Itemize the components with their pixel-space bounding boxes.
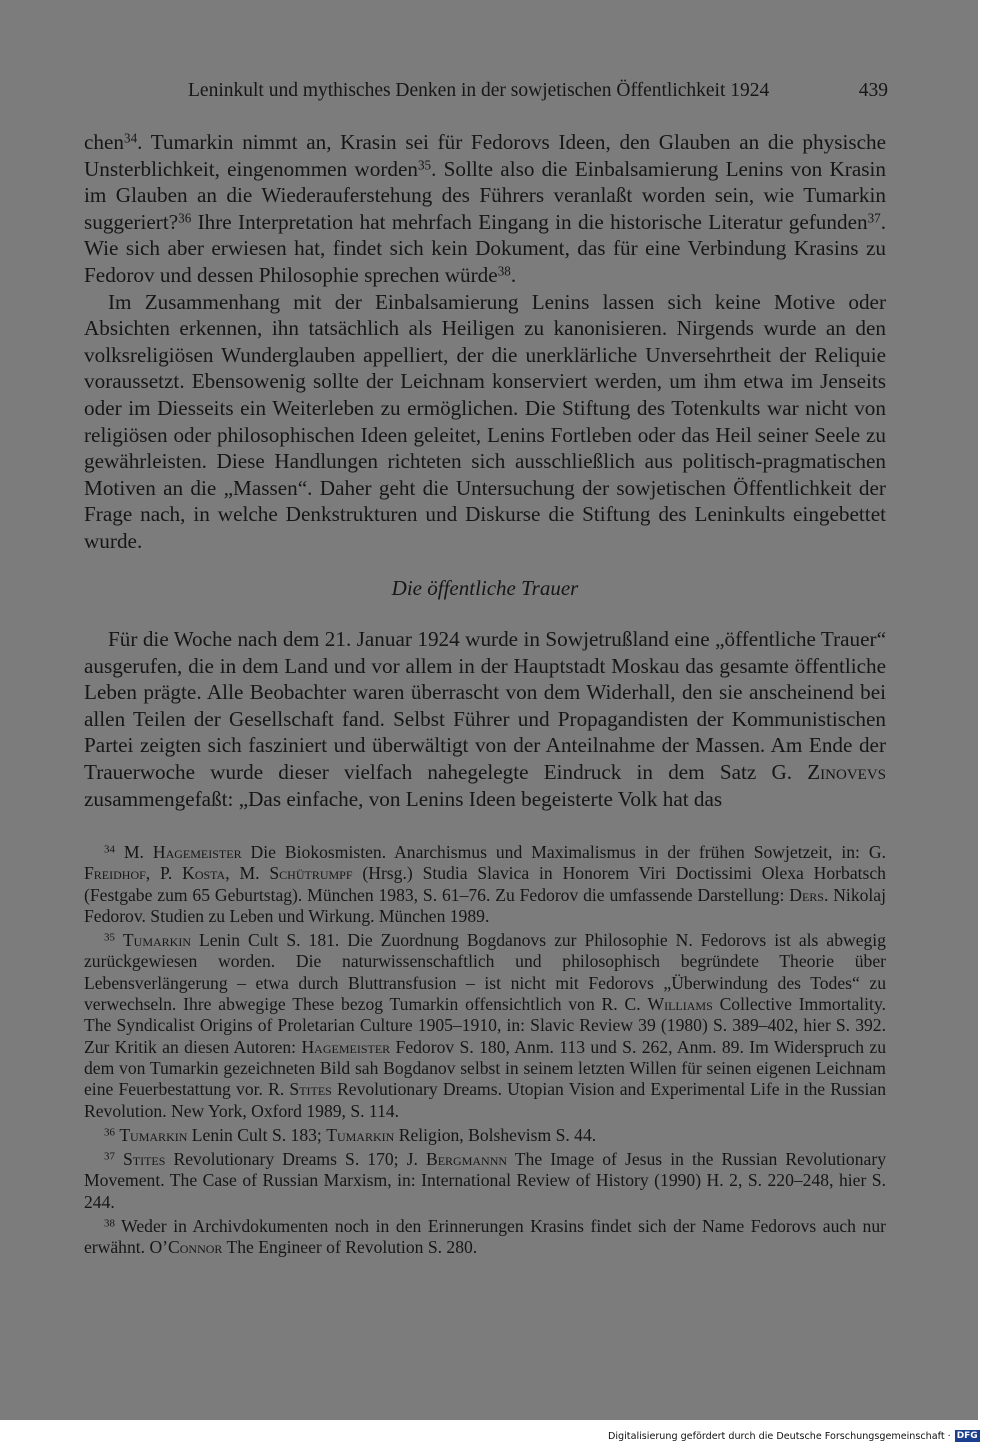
author-name: Bergmannn	[425, 1149, 508, 1170]
paragraph-trauer: Für die Woche nach dem 21. Januar 1924 wurde in Sowjetrußland eine „öffentliche Trauer“ ausgerufen, die in dem Land und vor allem in der Hauptstadt Moskau das gesamte öffentliche Leben prägte. Alle Beobachter waren überrascht von dem Widerhall, den sie anscheinend bei allen Teilen der Gesellschaft fand. Selbst Führer und Propagandisten der Kommunistischen Partei zeigten sich fasziniert und überwältigt von der Anteilnahme der Massen. Am Ende der Trauerwoche wurde dieser vielfach nahegelegte Eindruck in dem Satz G. Zinovevs zusammengefaßt: „Das einfache, von Lenins Ideen begeisterte Volk hat das	[84, 627, 886, 811]
footnote-ref-35: 35	[417, 157, 432, 173]
footnote-35	[84, 930, 886, 1122]
footnotes	[84, 842, 886, 1262]
running-title: Leninkult und mythisches Denken in der sowjetischen Öffentlichkeit 1924	[188, 80, 770, 101]
author-name: Connor	[168, 1237, 223, 1258]
author-name: Hagemeister	[301, 1036, 391, 1057]
author-name: Zinovevs	[807, 759, 886, 784]
footnote-number: 35	[104, 931, 115, 944]
author-name: Tumarkin	[326, 1124, 395, 1145]
footnote-ref-34: 34	[124, 130, 138, 146]
footnote-37	[84, 1149, 886, 1213]
footnote-number: 38	[104, 1217, 115, 1230]
footnote-text: , M.	[225, 863, 270, 884]
footnote-text: Religion, Bolshevism S. 44.	[394, 1124, 597, 1145]
author-name: Tumarkin	[122, 930, 191, 951]
footnote-text: Lenin Cult S. 181. Die Zuordnung Bogdanovs zur Philosophie N. Fedorovs ist als abwegig zurückgewiesen worden. Die naturwissenschaftlich und philosophisch begründete Theorie über Lebensverlängerung – etwa durch Bluttransfusion – ist nicht mit Fedorovs „Überwindung des Todes“ zu verwechseln. Ihre abwegige These bezog Tumarkin offensichtlich von R. C.	[84, 930, 886, 1015]
author-name: Schütrumpf	[269, 863, 353, 884]
footnote-38	[84, 1216, 886, 1259]
section-heading: Die öffentliche Trauer	[391, 576, 579, 600]
footnote-text: (Hrsg.) Studia Slavica in Honorem Viri Doctissimi Olexa Horbatsch (Festgabe zum 65 Geburtstag). München 1983, S. 61–76. Zu Fedorov die umfassende Darstellung:	[84, 863, 886, 905]
body-text-top	[84, 129, 886, 555]
author-name: Stites	[289, 1079, 332, 1100]
author-name: Hagemeister	[152, 842, 242, 862]
author-name: Tumarkin	[119, 1124, 188, 1145]
footnote-text: Revolutionary Dreams S. 170; J.	[165, 1149, 426, 1170]
dfg-logo: DFG	[956, 1431, 978, 1441]
paragraph-continuation: chen$^{34}$. Tumarkin nimmt an, Krasin sei für Fedorovs Ideen, den Glauben an die physische Unsterblichkeit, eingenommen worden$^{35}$. Sollte also die Einbalsamierung Lenins von Krasin im Glauben an die Wiederauferstehung des Führers veranlaßt worden sein, wie Tumarkin suggeriert?$^{36}$ Ihre Interpretation hat mehrfach Eingang in die historische Literatur gefunden$^{37}$. Wie sich aber erwiesen hat, findet sich kein Dokument, das für eine Verbindung Krasins zu Fedorov und dessen Philosophie sprechen würde$^{38}$.	[84, 130, 886, 287]
funding-note: Digitalisierung gefördert durch die Deutsche Forschungsgemeinschaft ·	[608, 1431, 951, 1442]
author-name: Ders.	[789, 884, 829, 905]
footnote-text: Nikolaj Fedorov. Studien zu Leben und Wirkung. München 1989.	[84, 884, 886, 926]
paragraph-einbalsamierung: Im Zusammenhang mit der Einbalsamierung Lenins lassen sich keine Motive oder Absichten erkennen, ihn tatsächlich als Heiligen zu kanonisieren. Nirgends wurde an den volksreligiösen Wunderglauben appelliert, der die unerklärliche Unversehrtheit der Reliquie voraussetzt. Ebensowenig sollte der Leichnam konserviert werden, um ihm etwa im Jenseits oder im Diesseits ein Weiterleben zu ermöglichen. Die Stiftung des Totenkults war nicht von religiösen oder philosophischen Ideen geleitet, Lenins Fortleben oder das Heil seiner Seele zu gewährleisten. Diese Handlungen richteten sich ausschließlich aus politisch-pragmatischen Motiven an die „Massen“. Daher geht die Untersuchung der sowjetischen Öffentlichkeit der Frage nach, in welche Denkstrukturen und Diskurse die Stiftung des Leninkults eingebettet wurde.	[84, 289, 886, 553]
footnote-text: Revolutionary Dreams. Utopian Vision and Experimental Life in the Russian Revolution. New York, Oxford 1989, S. 114.	[84, 1079, 886, 1121]
running-header	[188, 78, 888, 104]
footnote-text: Die Biokosmisten. Anarchismus und Maximalismus in der frühen Sowjetzeit, in: G.	[241, 842, 886, 862]
body-text-main	[84, 626, 886, 812]
author-name: Williams	[647, 994, 713, 1015]
footnote-text: M.	[123, 842, 153, 862]
footnote-number: 37	[104, 1150, 115, 1163]
footnote-text: Weder in Archivdokumenten noch in den Erinnerungen Krasins findet sich der Name Fedorovs auch nur erwähnt. O’	[84, 1216, 886, 1258]
footnote-ref-37: 37	[867, 210, 881, 226]
footnote-36	[84, 1125, 886, 1146]
footnote-text: Fedorov S. 180, Anm. 113 und S. 262, Anm. 89. Im Widerspruch zu dem von Tumarkin gezeichneten Bild sah Bogdanov selbst in seinem letzten Willen für seinen eigenen Leichnam eine Feuerbestattung vor. R.	[84, 1036, 887, 1100]
footnote-ref-38: 38	[497, 263, 511, 279]
footnote-ref-36: 36	[178, 210, 192, 226]
author-name: Freidhof	[84, 863, 146, 884]
footnote-34	[84, 842, 886, 927]
page-number: 439	[858, 80, 888, 101]
footnote-number: 34	[104, 843, 115, 856]
footnote-number: 36	[104, 1126, 115, 1139]
footnote-text: The Image of Jesus in the Russian Revolutionary Movement. The Case of Russian Marxism, in: International Review of History (1990) H. 2, S. 220–248, hier S. 244.	[84, 1149, 886, 1212]
author-name: Kosta	[182, 863, 226, 884]
footnote-text: The Engineer of Revolution S. 280.	[222, 1237, 478, 1258]
author-name: Stites	[122, 1149, 166, 1170]
footnote-text: Collective Immortality. The Syndicalist Origins of Proletarian Culture 1905–1910, in: Slavic Review 39 (1980) S. 389–402, hier S. 392. Zur Kritik an diesen Autoren:	[84, 994, 886, 1057]
footnote-text: , P.	[145, 863, 183, 884]
funding-footer	[608, 1429, 998, 1444]
footnote-text: Lenin Cult S. 183;	[187, 1124, 327, 1145]
